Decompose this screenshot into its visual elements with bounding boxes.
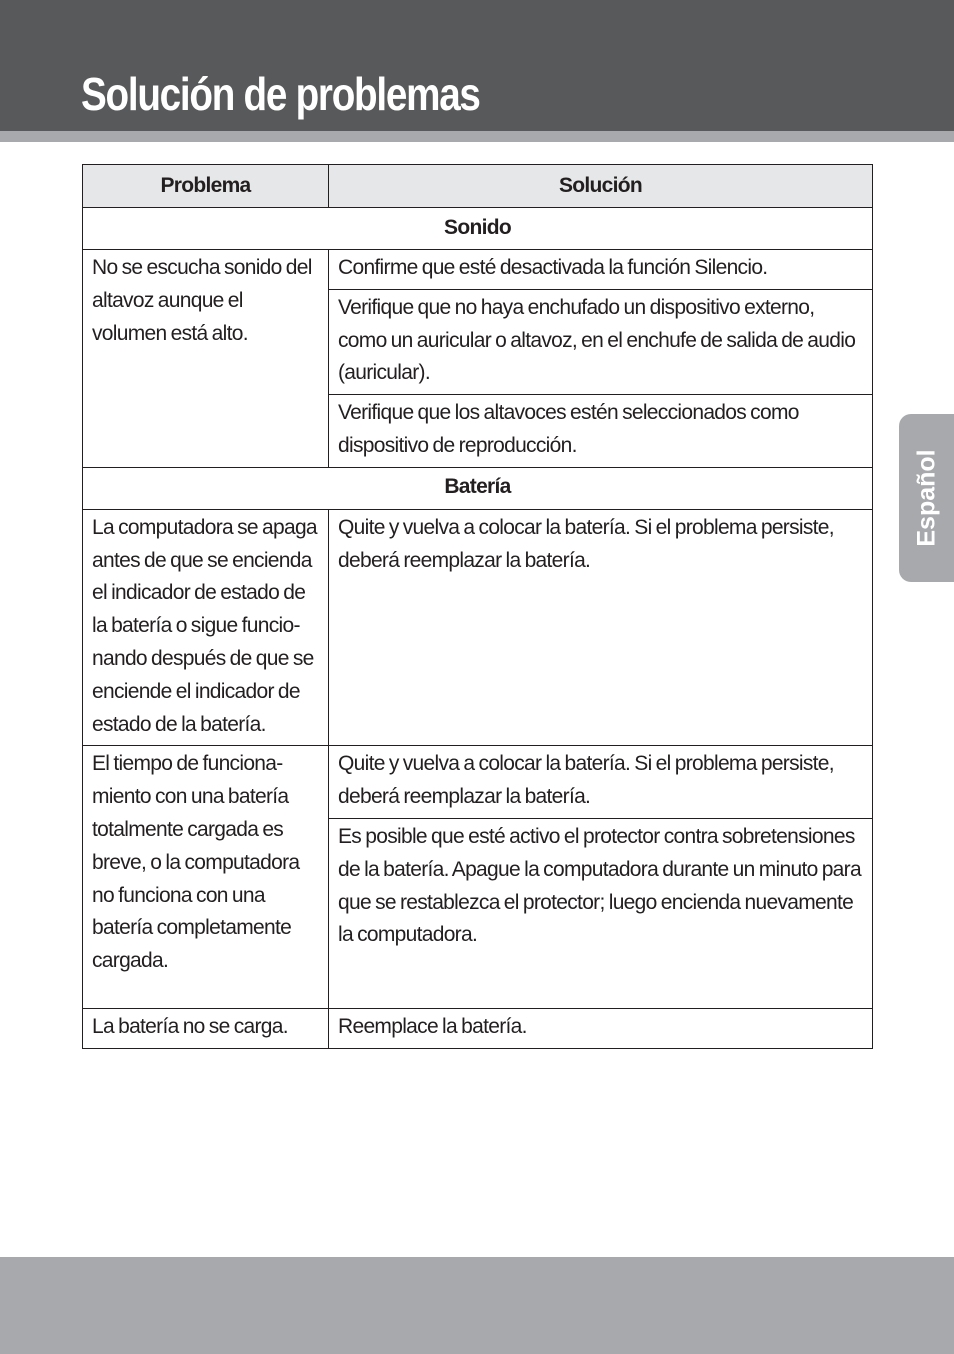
table-row [83,250,873,290]
page-header [0,0,954,131]
troubleshooting-table [82,164,873,1049]
solution-cell: Quite y vuelva a colocar la batería. Si el problema persiste, deberá reemplazar la batería. [329,509,873,746]
table-row [83,509,873,746]
solution-cell: Verifique que no haya enchufado un dispositivo externo, como un auricular o altavoz, en el enchufe de salida de audio (auricular). [329,289,873,394]
problem-cell: No se escucha sonido del altavoz aunque el volumen está alto. [83,250,329,468]
solution-cell: Quite y vuelva a colocar la batería. Si el problema persiste, deberá reemplazar la batería. [329,746,873,819]
language-tab-label: Español [912,449,940,547]
table-row [83,1008,873,1048]
column-header-solution: Solución [329,165,873,208]
table-header-row [83,165,873,208]
section-title-battery: Batería [83,467,873,509]
solution-cell: Es posible que esté activo el protector contra sobretensiones de la batería. Apague la computadora durante un minuto para que se restablezca el protector; luego encienda nuevamente la computadora. [329,818,873,1008]
section-row-sound [83,208,873,250]
page-footer [0,1257,954,1354]
language-tab[interactable] [899,414,954,582]
solution-cell: Reemplace la batería. [329,1008,873,1048]
section-title-sound: Sonido [83,208,873,250]
table-row [83,746,873,819]
problem-cell: La computadora se apaga antes de que se encienda el indicador de estado de la batería o sigue funcionando después de que se enciende el indicador de estado de la batería. [83,509,329,746]
column-header-problem: Problema [83,165,329,208]
solution-cell: Verifique que los altavoces estén seleccionados como dispositivo de reproducción. [329,395,873,468]
problem-cell: El tiempo de funcionamiento con una batería totalmente cargada es breve, o la computadora no funciona con una batería completamente cargada. [83,746,329,1009]
page-title: Solución de problemas [81,68,480,120]
problem-cell: La batería no se carga. [83,1008,329,1048]
solution-cell: Confirme que esté desactivada la función Silencio. [329,250,873,290]
section-row-battery [83,467,873,509]
header-stripe [0,131,954,142]
